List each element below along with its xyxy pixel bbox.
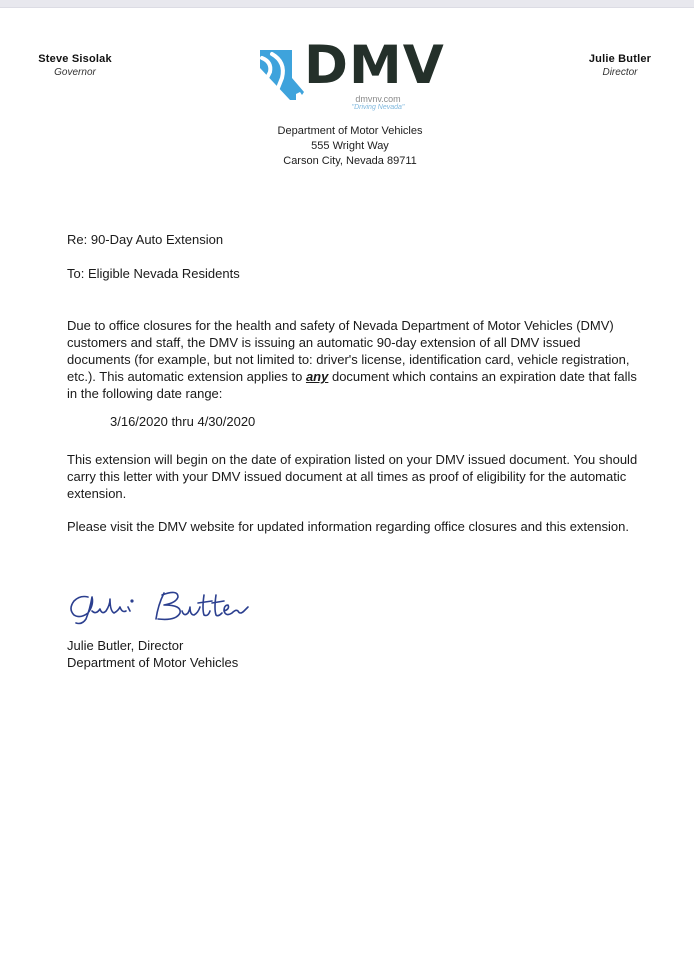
paragraph-website: Please visit the DMV website for updated information regarding office closures and this extension. [67, 519, 629, 534]
handwritten-signature [66, 585, 256, 629]
governor-title: Governor [54, 67, 96, 78]
address-line-2: 555 Wright Way [311, 140, 389, 152]
paragraph-intro-text-end: document which contains an expiration date that falls in the following date range: [67, 369, 637, 401]
date-range: 3/16/2020 thru 4/30/2020 [110, 414, 256, 429]
governor-block [20, 53, 130, 78]
recipient-line: To: Eligible Nevada Residents [67, 266, 240, 281]
logo-url: dmvnv.com [355, 94, 401, 104]
address-line-3: Carson City, Nevada 89711 [283, 155, 417, 167]
director-title: Director [602, 67, 638, 78]
signer-name-title: Julie Butler, Director [67, 638, 184, 653]
director-name: Julie Butler [588, 53, 652, 65]
dmv-logo [258, 35, 445, 122]
paragraph-intro [67, 317, 647, 402]
address-line-1: Department of Motor Vehicles [277, 125, 423, 137]
paragraph-intro-text: Due to office closures for the health and safety of Nevada Department of Motor Vehicles (DMV) customers and staff, the DMV is issuing an automatic 90-day extension of all DMV issued documents (for example, but not limited to: driver's license, identification card, vehicle registration, etc.). This automatic extension applies to [67, 318, 630, 384]
logo-wordmark: DMV [304, 35, 445, 96]
subject-line: Re: 90-Day Auto Extension [67, 232, 224, 247]
paragraph-extension: This extension will begin on the date of expiration listed on your DMV issued document. You should carry this letter with your DMV issued document at all times as proof of eligibility for the automatic extension. [67, 452, 638, 501]
logo-tagline: "Driving Nevada" [351, 104, 405, 111]
top-edge-strip [0, 0, 694, 8]
director-block [570, 53, 670, 78]
agency-address [200, 124, 500, 169]
governor-name: Steve Sisolak [38, 53, 112, 65]
nevada-road-icon [258, 48, 306, 100]
signature-block [67, 637, 238, 671]
emphasis-any: any [305, 369, 329, 384]
signer-organization: Department of Motor Vehicles [67, 655, 239, 670]
